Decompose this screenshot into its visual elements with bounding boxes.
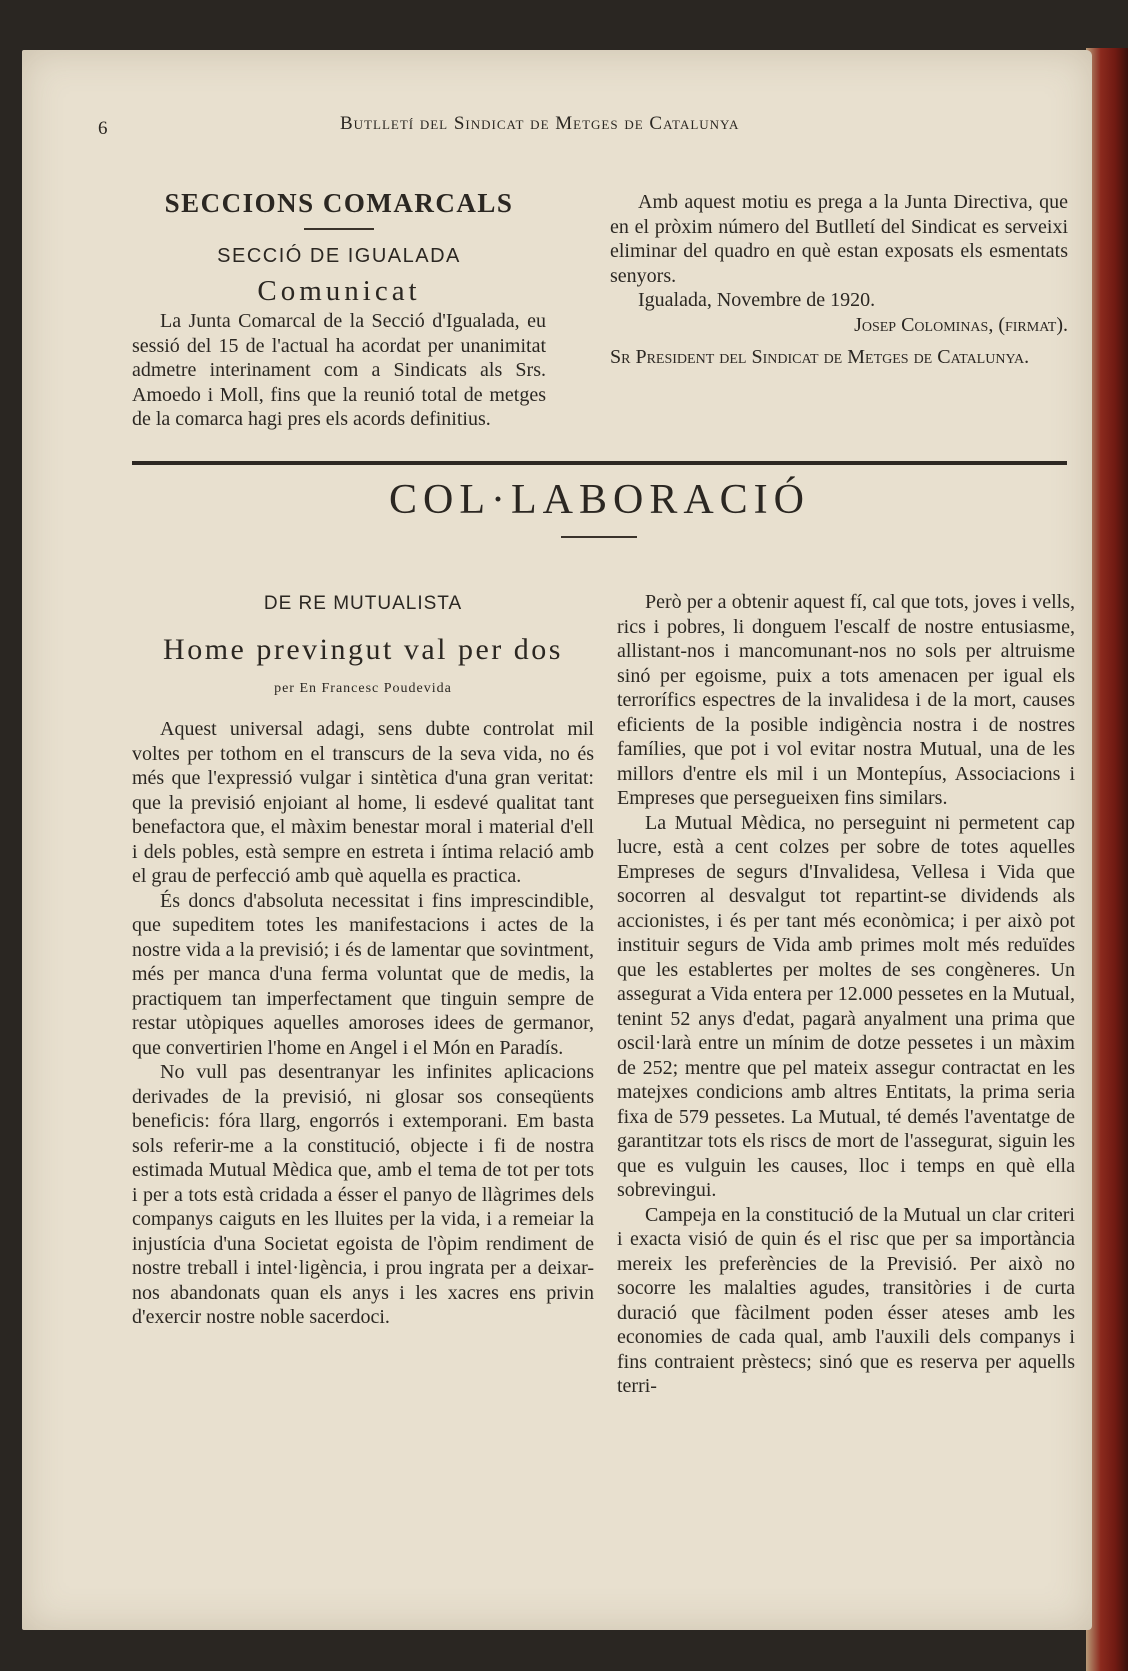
signature: Josep Colominas, (firmat). <box>854 313 1068 336</box>
title-rule <box>304 228 374 230</box>
addressee: Sr President del Sindicat de Metges de Catalunya. <box>610 346 1030 368</box>
article-paragraph: Però per a obtenir aquest fí, cal que tots, joves i vells, rics i pobres, li donguem l'escalf de nostre entusiasme, allistant-nos i mancomunant-nos no sols per altruisme sinó per egoisme, puix a tots amenacen per igual els terrorífics espectres de la invalidesa i de la mort, causes eficients de la posible indigència nostra i de nostres famílies, que pot i vol evitar nostra Mutual, una de les millors d'entre els mil i un Montepíus, Associacions i Empreses que persegueixen fins similars. <box>617 591 1075 809</box>
seccions-left-column <box>132 186 546 430</box>
seccio-subtitle: SECCIÓ DE IGUALADA <box>217 245 461 267</box>
article-title: Home previngut val per dos <box>163 632 563 666</box>
section-divider <box>132 461 1067 465</box>
binding-edge <box>1086 48 1128 1671</box>
article-byline: per En Francesc Poudevida <box>274 680 452 696</box>
article-left-column <box>132 592 594 1330</box>
article-paragraph: És doncs d'absoluta necessitat i fins imprescindible, que supeditem totes les manifestacions i actes de la nostre vida a la previsió; i és de lamentar que sovintment, més per manca d'una ferma voluntat que de medis, la practiquem tan imperfectament que tinguin sempre de restar utòpiques aquelles amoroses idees de germanor, que convertirien l'home en Angel i el Món en Paradís. <box>132 889 594 1059</box>
article-section-label: DE RE MUTUALISTA <box>263 593 463 614</box>
running-header: Butlletí del Sindicat de Metges de Catalunya <box>340 113 740 134</box>
seccions-right-column <box>610 190 1068 370</box>
comunicat-paragraph-2: Amb aquest motiu es prega a la Junta Directiva, que en el pròxim número del Butlletí del Sindicat es serveixi eliminar del quadro en què estan exposats els esmentats senyors. <box>610 191 1068 287</box>
article-right-column <box>617 590 1075 1399</box>
article-paragraph: La Mutual Mèdica, no perseguint ni permetent cap lucre, està a cent colzes per sobre de totes aquelles Empreses de segurs d'Invalidesa, Vellesa i Vida que socorren al desvalgut tot repartint-se dividends als accionistes, i és per tant més econòmica; i per això pot instituir segurs de Vida amb primes molt més reduïdes que les establertes per moltes de ses congèneres. Un assegurat a Vida entera per 12.000 pessetes en la Mutual, tenint 52 anys d'edat, pagarà anyalment una prima que oscil·larà entre un mínim de dotze pessetes i un màxim de 252; mentre que pel mateix assegur contractat en les matejxes condicions amb altres Entitats, la prima seria fixa de 579 pessetes. La Mutual, té demés l'aventatge de garantitzar tots els riscs de mort de l'assegurat, siguin les que es vulguin les causes, lloc i temps en què ella sobrevingui. <box>617 811 1075 1201</box>
collaboracio-rule <box>561 536 637 538</box>
article-paragraph: Aquest universal adagi, sens dubte controlat mil voltes per tothom en el transcurs de la seva vida, no és més que l'expressió vulgar i sintètica d'una gran veritat: que la previsió enjoiant al home, li esdevé qualitat tant benefactora que, el màxim benestar moral i material d'ell i dels pobles, està sempre en estreta i íntima relació amb el grau de perfecció amb què aquella es practica. <box>132 718 594 887</box>
place-date: Igualada, Novembre de 1920. <box>638 289 876 311</box>
comunicat-paragraph-1: La Junta Comarcal de la Secció d'Igualada, eu sessió del 15 de l'actual ha acordat per unanimitat admetre interinament com a Sindicats als Srs. Amoedo i Moll, fins que la reunió total de metges de la comarca hagi pres els acords definitius. <box>132 310 546 430</box>
page-number: 6 <box>98 118 108 139</box>
article-paragraph: No vull pas desentranyar les infinites aplicacions derivades de la previsió, ni glosar sos conseqüents beneficis: fóra llarg, engorrós i extemporani. Em basta sols referir-me a la constitució, objecte i fi de nostra estimada Mutual Mèdica que, amb el tema de tot per tots i per a tots està cridada a ésser el panyo de llàgrimes dels companys caiguts en les lluites per la vida, i a remeiar la injustícia d'una Societat egoista de l'òpim rendiment de nostre treball i intel·ligència, i prou ingrata per a deixar-nos abandonats quan els anys i les xacres ens privin d'exercir nostre noble sacerdoci. <box>132 1061 594 1328</box>
article-paragraph: Campeja en la constitució de la Mutual un clar criteri i exacta visió de quin és el risc que per sa importància mereix les preferències de la Previsió. Per això no socorre les malalties agudes, transitòries i de curta duració que fàcilment poden ésser ateses amb les economies de cada qual, amb l'auxili dels companys i fins contraient prèstecs; sinó que es reserva per aquells terri- <box>617 1203 1075 1397</box>
seccions-title: SECCIONS COMARCALS <box>164 188 514 218</box>
collaboracio-title: COL·LABORACIÓ <box>389 477 810 523</box>
comunicat-heading: Comunicat <box>257 274 421 307</box>
